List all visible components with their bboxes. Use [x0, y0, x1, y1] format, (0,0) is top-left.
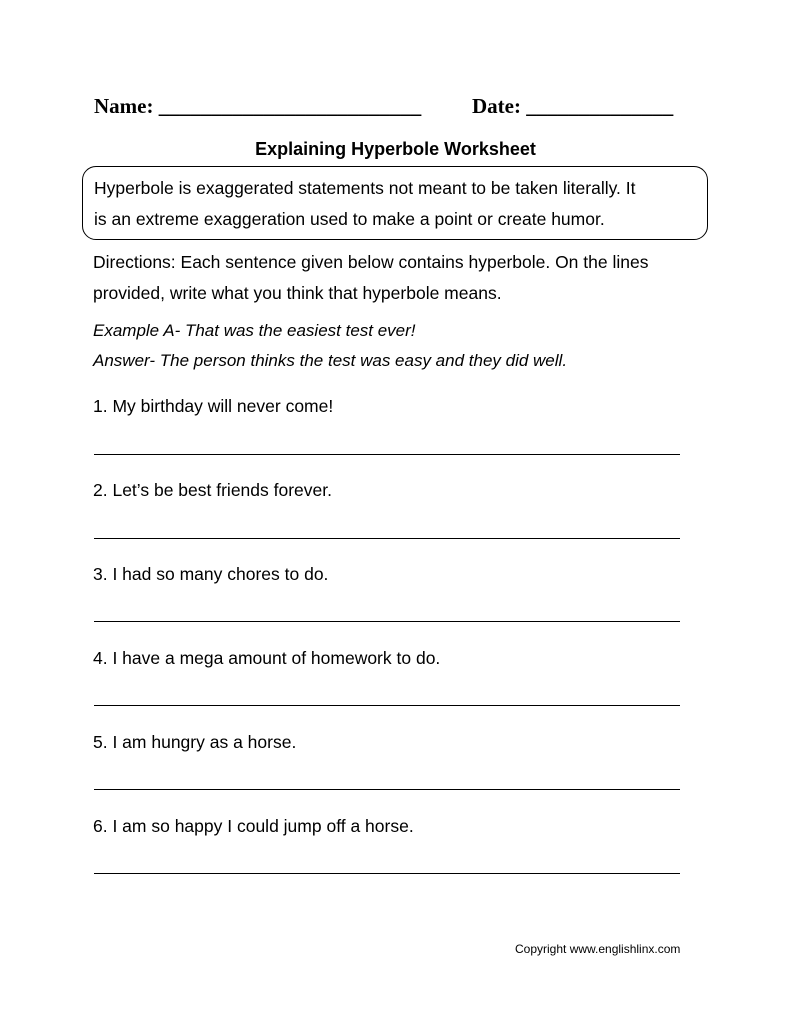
question-1: 1. My birthday will never come!: [93, 396, 334, 416]
question-5: 5. I am hungry as a horse.: [93, 732, 297, 752]
definition-line-2: is an extreme exaggeration used to make a point or create humor.: [94, 209, 605, 229]
date-field-group: [472, 94, 673, 118]
example-prompt: Example A- That was the easiest test ever!: [93, 321, 416, 340]
worksheet-title: Explaining Hyperbole Worksheet: [255, 139, 536, 159]
directions-line-1: Directions: Each sentence given below contains hyperbole. On the lines: [93, 252, 649, 272]
answer-line-1[interactable]: [94, 454, 680, 455]
answer-line-2[interactable]: [94, 538, 680, 539]
answer-line-4[interactable]: [94, 705, 680, 706]
name-field-group: [94, 94, 421, 118]
directions-text: [93, 247, 713, 309]
copyright-footer: Copyright www.englishlinx.com: [515, 942, 681, 956]
definition-line-1: Hyperbole is exaggerated statements not meant to be taken literally. It: [94, 178, 636, 198]
example-block: [93, 316, 733, 376]
date-label: Date:: [472, 94, 521, 118]
answer-line-6[interactable]: [94, 873, 680, 874]
date-blank-line[interactable]: ______________: [526, 94, 674, 118]
example-answer: Answer- The person thinks the test was easy and they did well.: [93, 351, 568, 370]
answer-line-5[interactable]: [94, 789, 680, 790]
question-6: 6. I am so happy I could jump off a horse.: [93, 816, 414, 836]
answer-line-3[interactable]: [94, 621, 680, 622]
directions-line-2: provided, write what you think that hyperbole means.: [93, 283, 502, 303]
name-label: Name:: [94, 94, 154, 118]
question-2: 2. Let’s be best friends forever.: [93, 480, 332, 500]
question-3: 3. I had so many chores to do.: [93, 564, 329, 584]
name-blank-line[interactable]: _________________________: [158, 94, 422, 118]
definition-text: [94, 173, 704, 235]
question-4: 4. I have a mega amount of homework to do.: [93, 648, 441, 668]
